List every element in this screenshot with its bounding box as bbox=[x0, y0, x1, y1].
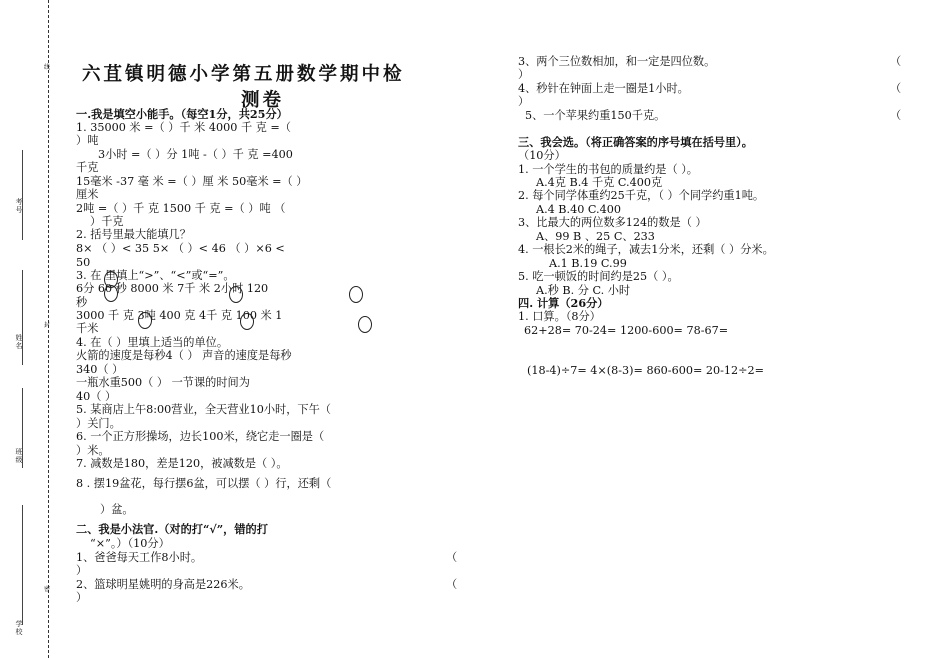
oral-calc-heading: 1. 口算。（8分） bbox=[518, 310, 601, 323]
judge-item-2: 2、篮球明星姚明的身高是226米。 bbox=[76, 578, 250, 591]
q2-line: 50 bbox=[76, 256, 91, 269]
choice-q1: 1. 一个学生的书包的质量约是（ ）。 bbox=[518, 163, 698, 176]
q1-line: 3小时 =（ ）分 1吨 -（ ）千 克 =400 bbox=[98, 148, 293, 161]
class-line bbox=[22, 388, 23, 468]
compare-circle bbox=[229, 286, 243, 303]
judge-item-5: 5、一个苹果约重150千克。 bbox=[525, 109, 666, 122]
compare-circle bbox=[358, 316, 372, 333]
q4-line: 40（ ） bbox=[76, 390, 117, 403]
q1-line: 2吨 =（ ）千 克 1500 千 克 =（ ）吨 （ bbox=[76, 202, 286, 215]
q3-line: 6分 60 秒 8000 米 7千 米 2小时 120 bbox=[76, 282, 269, 295]
q3-heading: 3. 在 里填上“>”、“<”或“=”。 bbox=[76, 269, 235, 282]
school-line bbox=[22, 505, 23, 625]
q8-line: ）盆。 bbox=[100, 503, 134, 516]
q2-line: 8× （ ）< 35 5× （ ）< 46 （ ）×6 < bbox=[76, 242, 285, 255]
q1-line: ）千克 bbox=[90, 215, 124, 228]
section-2-heading-cont: “×”。）（10分） bbox=[90, 537, 170, 550]
section-3-score: （10分） bbox=[518, 149, 566, 162]
judge-item-1: 1、爸爸每天工作8小时。 bbox=[76, 551, 203, 564]
choice-q3-options: A、99 B 、25 C、233 bbox=[536, 230, 655, 243]
judge-item-5-paren: （ bbox=[890, 109, 902, 122]
choice-q2: 2. 每个同学体重约25千克，（ ）个同学约重1吨。 bbox=[518, 189, 765, 202]
section-2-heading: 二、我是小法官.（对的打“√”，错的打 bbox=[76, 522, 268, 536]
q1-line: 千克 bbox=[76, 161, 99, 174]
q4-line: 一瓶水重500（ ） 一节课的时间为 bbox=[76, 376, 250, 389]
q1-line: 15毫米 -37 毫 米 =（ ）厘 米 50毫米 =（ ） bbox=[76, 175, 308, 188]
compare-circle bbox=[240, 313, 254, 330]
judge-item-3-close: ） bbox=[518, 68, 530, 81]
school-label: 学校 bbox=[15, 620, 23, 636]
class-label: 班级 bbox=[15, 448, 23, 464]
q7-line: 7. 减数是180，差是120，被减数是（ ）。 bbox=[76, 457, 288, 470]
q6-line: 6. 一个正方形操场，边长100米，绕它走一圈是（ bbox=[76, 430, 325, 443]
judge-item-1-close: ） bbox=[76, 564, 88, 577]
q1-line: ）吨 bbox=[76, 134, 99, 147]
q1-line: 1. 35000 米 =（ ）千 米 4000 千 克 =（ bbox=[76, 121, 291, 134]
binding-dashed-line bbox=[48, 0, 49, 658]
judge-item-3-paren: （ bbox=[890, 55, 902, 68]
exam-title-line2: 测卷 bbox=[241, 90, 285, 111]
choice-q3: 3、比最大的两位数多124的数是（ ） bbox=[518, 216, 707, 229]
q5-line: 5. 某商店上午8:00营业，全天营业10小时，下午（ bbox=[76, 403, 331, 416]
q2-heading: 2. 括号里最大能填几？ bbox=[76, 228, 191, 241]
judge-item-4-close: ） bbox=[518, 95, 530, 108]
oral-calc-row-1: 62+28= 70-24= 1200-600= 78-67= bbox=[524, 324, 729, 337]
judge-item-4-paren: （ bbox=[890, 82, 902, 95]
q5-line: ）关门。 bbox=[76, 417, 121, 430]
q3-line: 3000 千 克 3吨 400 克 4千 克 100 米 1 bbox=[76, 309, 283, 322]
compare-circle bbox=[138, 312, 152, 329]
choice-q5: 5. 吃一顿饭的时间约是25（ ）。 bbox=[518, 270, 679, 283]
seal-mark-feng: 封 bbox=[43, 322, 50, 329]
q6-line: ）米。 bbox=[76, 444, 110, 457]
oral-calc-row-2: (18-4)÷7= 4×(8-3)= 860-600= 20-12÷2= bbox=[527, 364, 764, 377]
judge-item-2-paren: （ bbox=[446, 578, 458, 591]
q4-line: 340（ ） bbox=[76, 363, 124, 376]
q1-line: 厘米 bbox=[76, 188, 99, 201]
choice-q4: 4. 一根长2米的绳子，减去1分米，还剩（ ）分米。 bbox=[518, 243, 774, 256]
q8-line: 8 . 摆19盆花，每行摆6盆，可以摆（ ）行，还剩（ bbox=[76, 477, 332, 490]
student-name-label: 姓名 bbox=[15, 334, 23, 350]
compare-circle bbox=[104, 285, 118, 302]
compare-circle bbox=[349, 286, 363, 303]
judge-item-2-close: ） bbox=[76, 591, 88, 604]
judge-item-3: 3、两个三位数相加，和一定是四位数。 bbox=[518, 55, 716, 68]
judge-item-4: 4、秒针在钟面上走一圈是1小时。 bbox=[518, 82, 689, 95]
section-4-heading: 四. 计算（26分） bbox=[518, 296, 609, 310]
exam-number-label: 考号 bbox=[15, 198, 23, 214]
choice-q4-options: A.1 B.19 C.99 bbox=[549, 257, 627, 270]
section-3-heading: 三、我会选。（将正确答案的序号填在括号里）。 bbox=[518, 135, 753, 149]
section-1-heading: 一.我是填空小能手。（每空1分，共25分） bbox=[76, 107, 288, 121]
q4-line: 火箭的速度是每秒4（ ） 声音的速度是每秒 bbox=[76, 349, 292, 362]
exam-title-line1: 六苴镇明德小学第五册数学期中检 bbox=[82, 64, 405, 85]
seal-mark-mi: 密 bbox=[43, 586, 50, 593]
q4-heading: 4. 在（ ）里填上适当的单位。 bbox=[76, 336, 229, 349]
exam-number-line bbox=[22, 150, 23, 240]
seal-mark-xian: 线 bbox=[43, 64, 50, 71]
q3-line: 千米 bbox=[76, 322, 99, 335]
choice-q5-options: A.秒 B. 分 C. 小时 bbox=[536, 284, 631, 297]
choice-q1-options: A.4克 B.4 千克 C.400克 bbox=[536, 176, 663, 189]
q3-line: 秒 bbox=[76, 296, 88, 309]
choice-q2-options: A.4 B.40 C.400 bbox=[536, 203, 621, 216]
judge-item-1-paren: （ bbox=[446, 551, 458, 564]
student-name-line bbox=[22, 270, 23, 365]
